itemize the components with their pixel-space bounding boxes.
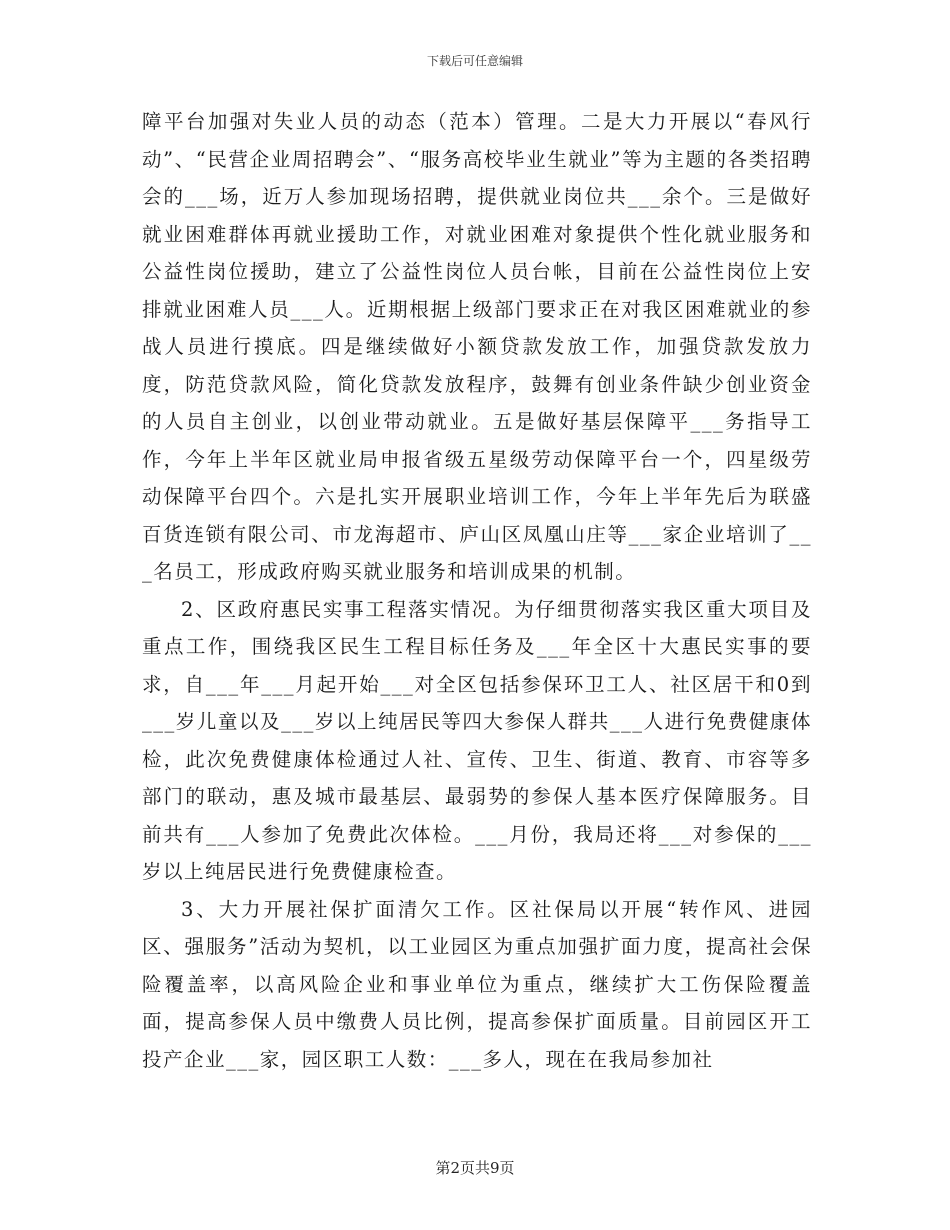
page-number: 第2页共9页: [435, 1159, 515, 1177]
document-body: [142, 103, 812, 1078]
paragraph-3: 3、大力开展社保扩面清欠工作。区社保局以开展“转作风、进园区、强服务”活动为契机，以工业园区为重点加强扩面力度，提高社会保险覆盖率，以高风险企业和事业单位为重点，继续扩大工伤保险覆盖面，提高参保人员中缴费人员比例，提高参保扩面质量。目前园区开工投产企业___家，园区职工人数：___多人，现在在我局参加社: [142, 897, 812, 1071]
paragraph-1: 障平台加强对失业人员的动态（范本）管理。二是大力开展以“春风行动”、“民营企业周招聘会”、“服务高校毕业生就业”等为主题的各类招聘会的___场，近万人参加现场招聘，提供就业岗位共___余个。三是做好就业困难群体再就业援助工作，对就业困难对象提供个性化就业服务和公益性岗位援助，建立了公益性岗位人员台帐，目前在公益性岗位上安排就业困难人员___人。近期根据上级部门要求正在对我区困难就业的参战人员进行摸底。四是继续做好小额贷款发放工作，加强贷款发放力度，防范贷款风险，简化贷款发放程序，鼓舞有创业条件缺少创业资金的人员自主创业，以创业带动就业。五是做好基层保障平___务指导工作，今年上半年区就业局申报省级五星级劳动保障平台一个，四星级劳动保障平台四个。六是扎实开展职业培训工作，今年上半年先后为联盛百货连锁有限公司、市龙海超市、庐山区凤凰山庄等___家企业培训了___名员工，形成政府购买就业服务和培训成果的机制。: [142, 110, 812, 583]
paragraph-2: 2、区政府惠民实事工程落实情况。为仔细贯彻落实我区重大项目及重点工作，围绕我区民生工程目标任务及___年全区十大惠民实事的要求，自___年___月起开始___对全区包括参保环卫工人、社区居干和0到___岁儿童以及___岁以上纯居民等四大参保人群共___人进行免费健康体检，此次免费健康体检通过人社、宣传、卫生、街道、教育、市容等多部门的联动，惠及城市最基层、最弱势的参保人基本医疗保障服务。目前共有___人参加了免费此次体检。___月份，我局还将___对参保的___岁以上纯居民进行免费健康检查。: [142, 597, 812, 883]
page-header: 下载后可任意编辑: [426, 54, 523, 68]
